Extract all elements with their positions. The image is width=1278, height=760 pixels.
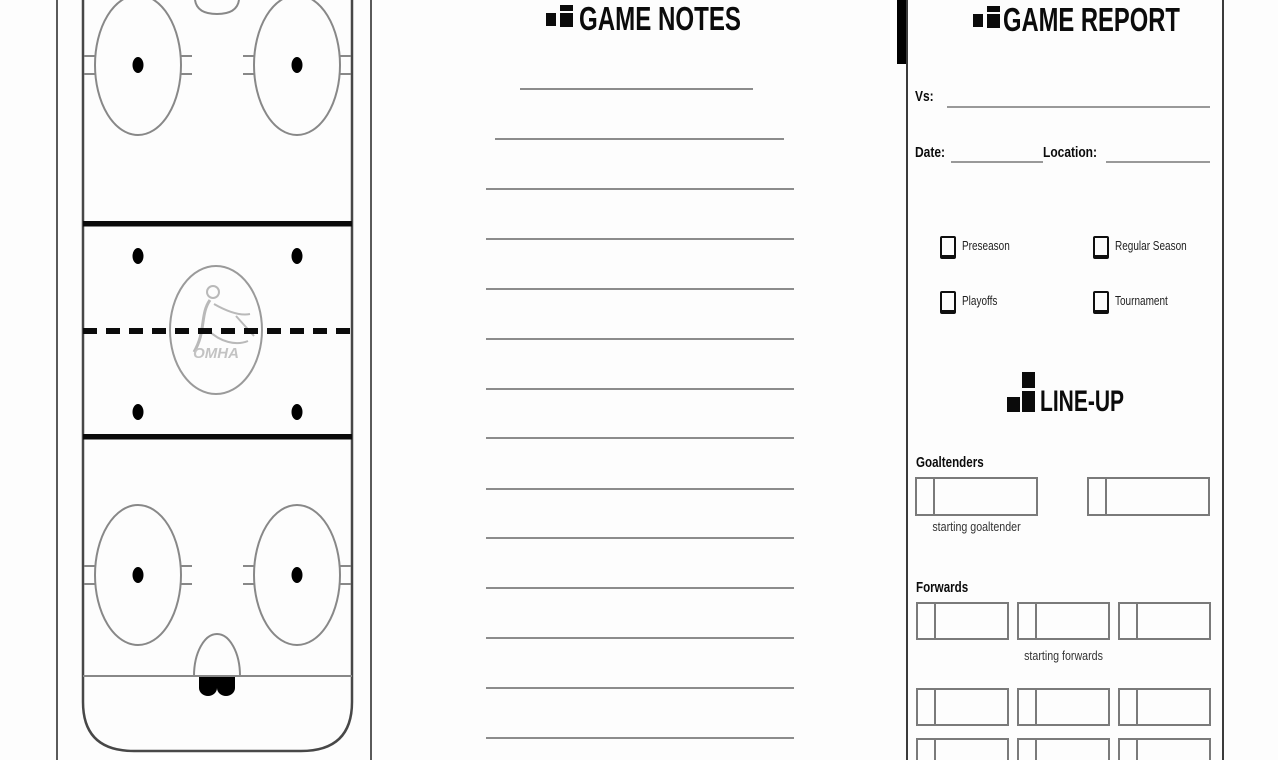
starting-forwards-caption: starting forwards (1024, 648, 1103, 663)
notes-writing-line[interactable] (486, 587, 794, 589)
location-label: Location: (1043, 144, 1097, 161)
jersey-number-divider (1035, 604, 1037, 638)
blue-line (83, 221, 352, 227)
jersey-number-divider (1136, 740, 1138, 760)
faceoff-dot (133, 57, 144, 73)
notes-writing-line[interactable] (520, 88, 753, 90)
jersey-number-divider (1136, 604, 1138, 638)
season-checkbox-preseason[interactable] (940, 236, 956, 259)
notes-writing-line[interactable] (486, 637, 794, 639)
notes-writing-line[interactable] (495, 138, 784, 140)
notes-writing-line[interactable] (486, 437, 794, 439)
jersey-number-divider (933, 479, 935, 514)
jersey-number-divider (934, 604, 936, 638)
notes-writing-line[interactable] (486, 188, 794, 190)
faceoff-hash-marks (84, 566, 351, 584)
jersey-number-divider (1105, 479, 1107, 514)
omha-logo (193, 286, 254, 362)
goaltender-box[interactable] (915, 477, 1038, 516)
date-field[interactable] (951, 161, 1043, 163)
faceoff-hash-marks (84, 56, 351, 74)
jersey-number-divider (1136, 690, 1138, 724)
notes-writing-line[interactable] (486, 238, 794, 240)
lineup-title: LINE-UP (1040, 385, 1124, 418)
notes-writing-line[interactable] (486, 488, 794, 490)
starting-goaltender-caption: starting goaltender (932, 519, 1021, 534)
neutral-faceoff-dot (292, 404, 303, 420)
brand-blocks-icon (973, 14, 983, 27)
notes-writing-line[interactable] (486, 687, 794, 689)
notes-writing-line[interactable] (486, 537, 794, 539)
season-checkbox-regular-season[interactable] (1093, 236, 1109, 259)
faceoff-dot (292, 567, 303, 583)
game-report-title: GAME REPORT (1003, 1, 1180, 38)
neutral-faceoff-dot (133, 248, 144, 264)
report-panel-left-border (906, 0, 908, 760)
forward-box[interactable] (1118, 602, 1211, 640)
vs-field[interactable] (947, 106, 1210, 108)
season-checkbox-label: Tournament (1115, 294, 1168, 308)
notes-writing-line[interactable] (486, 288, 794, 290)
bottom-goal-crease (194, 634, 240, 676)
jersey-number-divider (1035, 740, 1037, 760)
svg-text:OMHA: OMHA (193, 345, 239, 362)
game-notes-title: GAME NOTES (579, 0, 741, 37)
lineup-blocks-icon (1022, 372, 1035, 388)
location-field[interactable] (1106, 161, 1210, 163)
notes-writing-line[interactable] (486, 737, 794, 739)
faceoff-dot (133, 567, 144, 583)
neutral-faceoff-dot (133, 404, 144, 420)
forward-box[interactable] (1017, 688, 1110, 726)
notes-writing-line[interactable] (486, 388, 794, 390)
jersey-number-divider (1035, 690, 1037, 724)
lineup-blocks-icon (1007, 397, 1020, 412)
lineup-blocks-icon (1022, 391, 1035, 412)
brand-blocks-icon (987, 12, 1000, 14)
top-goal-crease (195, 0, 239, 14)
brand-blocks-icon (546, 13, 556, 26)
season-checkbox-label: Playoffs (962, 294, 998, 308)
date-label: Date: (915, 144, 946, 161)
forward-box[interactable] (916, 602, 1009, 640)
forward-box[interactable] (916, 738, 1009, 760)
blue-line (83, 434, 352, 440)
neutral-faceoff-dot (292, 248, 303, 264)
goaltender-box[interactable] (1087, 477, 1210, 516)
rink-boards (83, 0, 352, 751)
brand-blocks-icon (560, 11, 573, 13)
hockey-rink-diagram (0, 0, 430, 760)
jersey-number-divider (934, 740, 936, 760)
notes-writing-line[interactable] (486, 338, 794, 340)
brand-blocks-icon (560, 5, 573, 27)
brand-blocks-icon (987, 6, 1000, 28)
report-panel-right-border (1222, 0, 1224, 760)
report-panel-accent-bar (897, 0, 906, 64)
season-checkbox-playoffs[interactable] (940, 291, 956, 314)
vs-label: Vs: (915, 88, 934, 105)
goal-net (199, 677, 235, 696)
jersey-number-divider (934, 690, 936, 724)
forward-box[interactable] (1017, 602, 1110, 640)
forward-box[interactable] (916, 688, 1009, 726)
season-checkbox-tournament[interactable] (1093, 291, 1109, 314)
forwards-label: Forwards (916, 580, 969, 596)
forward-box[interactable] (1118, 688, 1211, 726)
season-checkbox-label: Regular Season (1115, 239, 1187, 253)
forward-box[interactable] (1017, 738, 1110, 760)
faceoff-dot (292, 57, 303, 73)
forward-box[interactable] (1118, 738, 1211, 760)
goaltenders-label: Goaltenders (916, 455, 984, 471)
season-checkbox-label: Preseason (962, 239, 1010, 253)
